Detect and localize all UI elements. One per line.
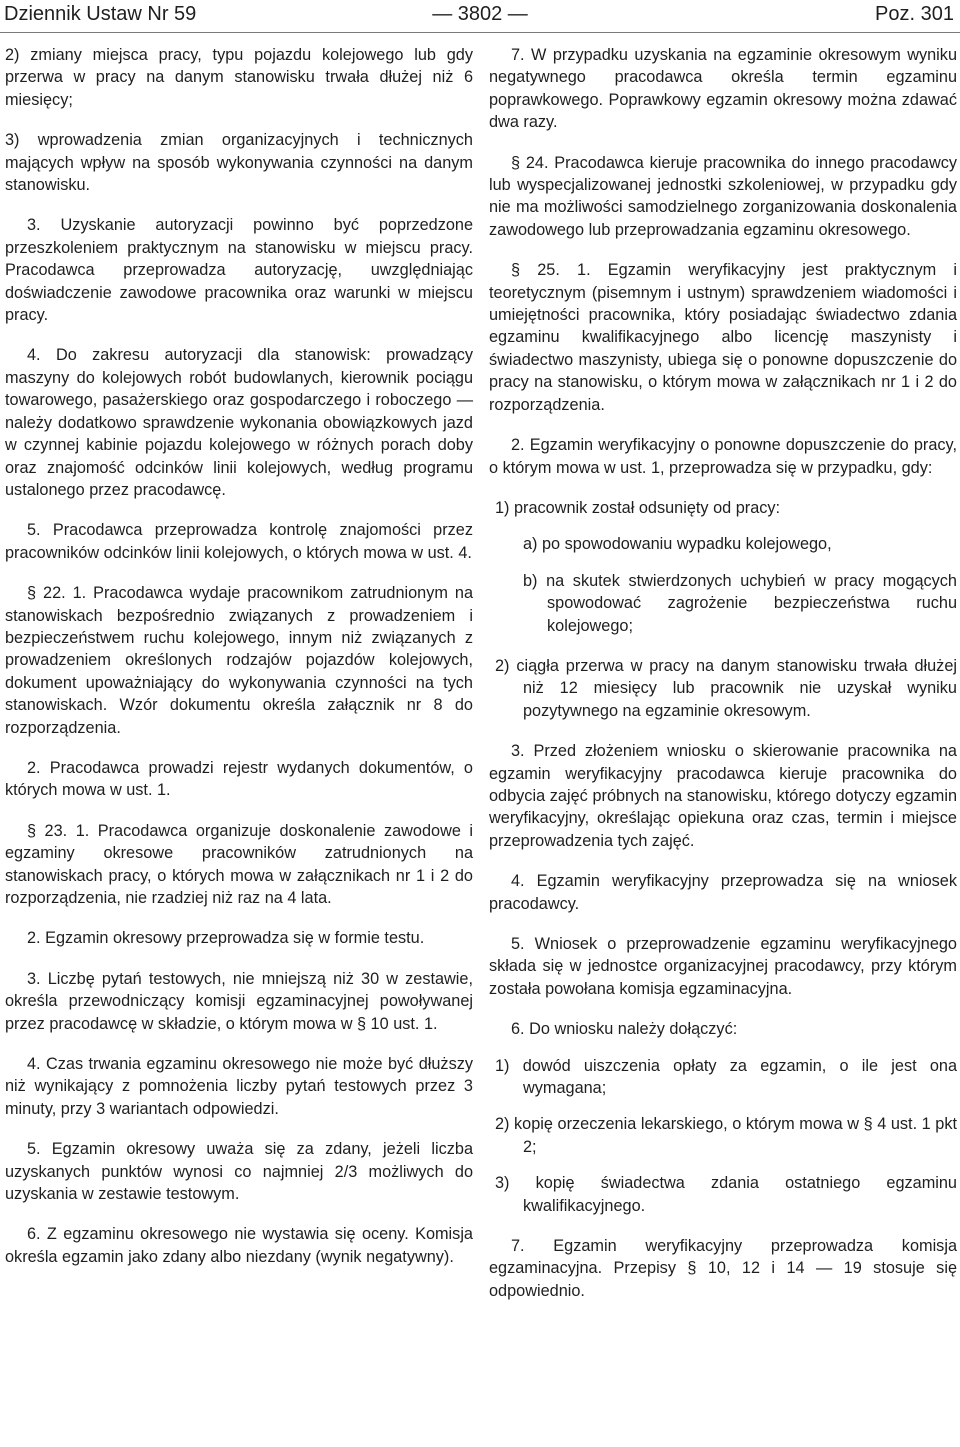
list-item-r1: 1) pracownik został odsunięty od pracy: [495, 498, 781, 517]
position-number: Poz. 301 [875, 3, 954, 25]
paragraph-l12: 5. Egzamin okresowy uważa się za zdany, jeżeli liczba uzyskanych punktów wynosi co najmniej 2/3 możliwych do uzyskania w zestawie testowym. [5, 1140, 473, 1204]
paragraph-l2: 3) wprowadzenia zmian organizacyjnych i technicznych mających wpływ na sposób wykonywania czynności na danym stanowisku. [5, 131, 473, 195]
header-rule [0, 32, 960, 33]
attachment-item-2: 2) kopię orzeczenia lekarskiego, o którym mowa w § 4 ust. 1 pkt 2; [495, 1115, 957, 1156]
paragraph-r4: 2. Egzamin weryfikacyjny o ponowne dopuszczenie do pracy, o którym mowa w ust. 1, przeprowadza się w przypadku, gdy: [489, 436, 957, 477]
paragraph-r1: 7. W przypadku uzyskania na egzaminie okresowym wyniku negatywnego pracodawca określa termin egzaminu poprawkowego. Poprawkowy egzamin okresowy można zdawać dwa razy. [489, 46, 957, 132]
paragraph-l6: § 22. 1. Pracodawca wydaje pracownikom zatrudnionym na stanowiskach bezpośrednio związanych z prowadzeniem i bezpieczeństwem ruchu kolejowego, innym niż związanych z prowadzeniem określonych rodzajów pojazdów kolejowych, dokument upoważniający do wykonywania czynności na tych stanowiskach. Wzór dokumentu określa załącznik nr 8 do rozporządzenia. [5, 584, 473, 737]
paragraph-l7: 2. Pracodawca prowadzi rejestr wydanych dokumentów, o których mowa w ust. 1. [5, 758, 473, 800]
left-column [5, 44, 473, 1286]
paragraph-r6: 4. Egzamin weryfikacyjny przeprowadza się na wniosek pracodawcy. [489, 872, 957, 913]
paragraph-r9: 7. Egzamin weryfikacyjny przeprowadza komisja egzaminacyjna. Przepisy § 10, 12 i 14 — 19 stosuje się odpowiednio. [489, 1237, 957, 1300]
paragraph-l10: 3. Liczbę pytań testowych, nie mniejszą niż 30 w zestawie, określa przewodniczący komisji egzaminacyjnej powoływanej przez pracodawcę w składzie, o którym mowa w § 10 ust. 1. [5, 969, 473, 1033]
paragraph-l9: 2. Egzamin okresowy przeprowadza się w formie testu. [27, 929, 425, 948]
paragraph-l3: 3. Uzyskanie autoryzacji powinno być poprzedzone przeszkoleniem praktycznym na stanowisku w miejscu pracy. Pracodawca przeprowadza autoryzację, uwzględniając doświadczenie zawodowe pracownika oraz warunki w miejscu pracy. [5, 216, 473, 325]
list-subitem-b: b) na skutek stwierdzonych uchybień w pracy mogących spowodować zagrożenie bezpieczeństwa ruchu kolejowego; [523, 571, 957, 635]
page-number: — 3802 — [432, 3, 528, 25]
paragraph-r7: 5. Wniosek o przeprowadzenie egzaminu weryfikacyjnego składa się w jednostce organizacyjnej pracodawcy, przy którym została powołana komisja egzaminacyjna. [489, 935, 957, 998]
paragraph-l1: 2) zmiany miejsca pracy, typu pojazdu kolejowego lub gdy przerwa w pracy na danym stanowisku trwała dłużej niż 6 miesięcy; [5, 46, 473, 109]
paragraph-l11: 4. Czas trwania egzaminu okresowego nie może być dłuższy niż wynikający z pomnożenia liczby pytań testowych przez 3 minuty, przy 3 wariantach odpowiedzi. [5, 1055, 473, 1118]
attachment-item-3: 3) kopię świadectwa zdania ostatniego egzaminu kwalifikacyjnego. [495, 1174, 957, 1215]
right-column [489, 44, 957, 1320]
paragraph-r8: 6. Do wniosku należy dołączyć: [511, 1020, 738, 1039]
attachment-item-1: 1) dowód uiszczenia opłaty za egzamin, o ile jest ona wymagana; [495, 1056, 957, 1098]
list-item-r2: 2) ciągła przerwa w pracy na danym stanowisku trwała dłużej niż 12 miesięcy lub pracownik nie uzyskał wyniku pozytywnego na egzaminie okresowym. [495, 656, 957, 720]
list-subitem-a: a) po spowodowaniu wypadku kolejowego, [523, 535, 832, 554]
page-header [0, 0, 960, 34]
paragraph-l5: 5. Pracodawca przeprowadza kontrolę znajomości przez pracowników odcinków linii kolejowych, o których mowa w ust. 4. [5, 521, 473, 562]
paragraph-l4: 4. Do zakresu autoryzacji dla stanowisk: prowadzący maszyny do kolejowych robót budowlanych, kierownik pociągu towarowego, pasażerskiego oraz gospodarczego i roboczego — należy dodatkowo sprawdzenie wykonania obowiązkowych jazd w czynnej kabinie pojazdu kolejowego w różnych porach doby oraz znajomość odcinków linii kolejowych, według programu ustalonego przez pracodawcę. [5, 346, 473, 499]
paragraph-r2: § 24. Pracodawca kieruje pracownika do innego pracodawcy lub wyspecjalizowanej jednostki szkoleniowej, w przypadku gdy nie ma możliwości samodzielnego zorganizowania doskonalenia zawodowego lub przeprowadzania egzaminu okresowego. [489, 153, 957, 239]
paragraph-r5: 3. Przed złożeniem wniosku o skierowanie pracownika na egzamin weryfikacyjny pracodawca kieruje pracownika do odbycia zajęć próbnych na stanowisku, którego dotyczy egzamin weryfikacyjny, określając opiekuna oraz czas, termin i miejsce przeprowadzenia tych zajęć. [489, 742, 957, 850]
journal-title: Dziennik Ustaw Nr 59 [4, 3, 197, 25]
paragraph-l8: § 23. 1. Pracodawca organizuje doskonalenie zawodowe i egzaminy okresowe pracowników zatrudnionych na stanowiskach pracy, o których mowa w załącznikach nr 1 i 2 do rozporządzenia, nie rzadziej niż raz na 4 lata. [5, 821, 473, 907]
paragraph-r3: § 25. 1. Egzamin weryfikacyjny jest praktycznym i teoretycznym (pisemnym i ustnym) sprawdzeniem wiadomości i umiejętności pracownika, który posiadając świadectwo zdania egzaminu kwalifikacyjnego albo licencję maszynisty i świadectwo maszynisty, ubiega się o ponowne dopuszczenie do pracy na stanowisku, o którym mowa w załącznikach nr 1 i 2 do rozporządzenia. [489, 261, 957, 414]
paragraph-l13: 6. Z egzaminu okresowego nie wystawia się oceny. Komisja określa egzamin jako zdany albo niezdany (wynik negatywny). [5, 1225, 473, 1266]
